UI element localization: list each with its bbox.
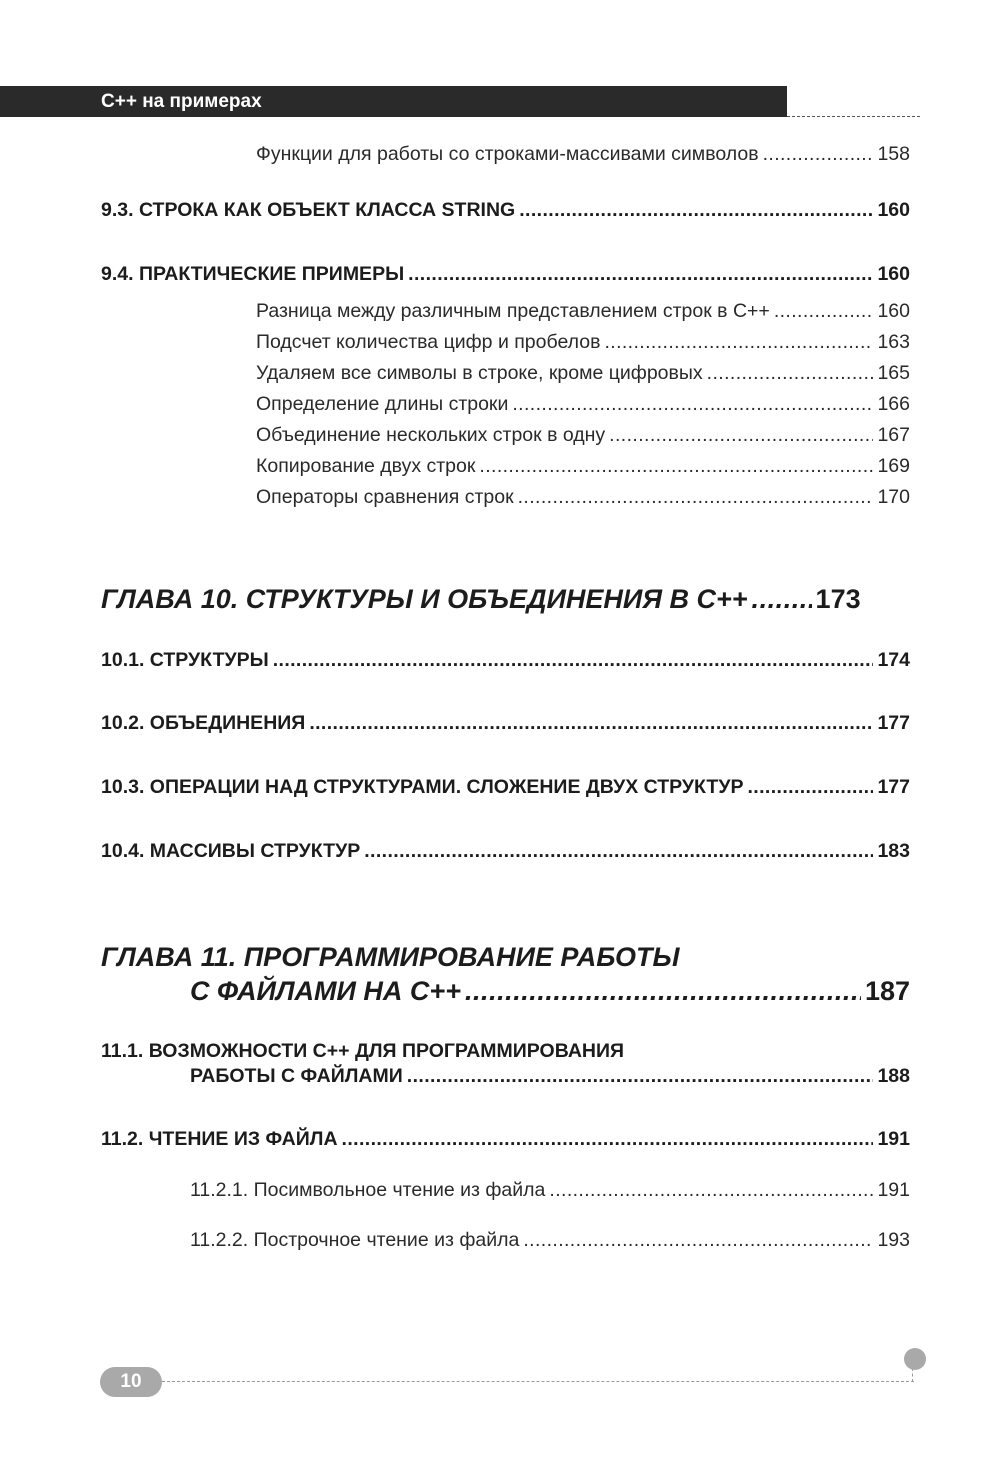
- toc-entry-title: 11.2.2. Построчное чтение из файла: [190, 1229, 520, 1251]
- footer-dashed-rule: [162, 1381, 914, 1382]
- page-number: 10: [120, 1371, 142, 1392]
- toc-section-page: 188: [877, 1065, 910, 1087]
- dot-leader: [519, 199, 873, 222]
- toc-entry-title: Удаляем все символы в строке, кроме цифровых: [256, 362, 703, 384]
- toc-section-title: 10.2. ОБЪЕДИНЕНИЯ: [101, 712, 306, 734]
- toc-section-9-3: [101, 199, 910, 222]
- running-header-title: С++ на примерах: [101, 91, 262, 112]
- dot-leader: [763, 143, 874, 166]
- toc-section-title: 10.4. МАССИВЫ СТРУКТУР: [101, 840, 361, 862]
- toc-entry-title: Определение длины строки: [256, 393, 509, 415]
- toc-chapter-page: 187: [864, 976, 910, 1006]
- toc-entry-page: 170: [877, 486, 910, 508]
- dot-leader: [518, 486, 874, 509]
- dot-leader: [707, 362, 874, 385]
- footer-circle-ornament: [904, 1348, 926, 1370]
- toc-section-page: 183: [877, 840, 910, 862]
- dot-leader: [465, 976, 861, 1007]
- toc-section-11-1: [190, 1065, 910, 1088]
- dot-leader: [479, 455, 873, 478]
- toc-section-11-2: [101, 1128, 910, 1151]
- toc-entry-title: Копирование двух строк: [256, 455, 476, 477]
- toc-entry-page: 167: [877, 424, 910, 446]
- toc-section-title: 11.2. ЧТЕНИЕ ИЗ ФАЙЛА: [101, 1128, 338, 1150]
- toc-entry-page: 169: [877, 455, 910, 477]
- dot-leader: [407, 1065, 874, 1088]
- toc-entry-page: 160: [877, 300, 910, 322]
- toc-entry-page: 193: [877, 1229, 910, 1251]
- toc-section-title: 9.4. ПРАКТИЧЕСКИЕ ПРИМЕРЫ: [101, 263, 405, 285]
- dot-leader: [273, 649, 874, 672]
- toc-section-10-1: [101, 649, 910, 672]
- toc-section-9-4: [101, 263, 910, 286]
- page-number-badge: [100, 1367, 162, 1397]
- toc-entry-11-2-1: [190, 1179, 910, 1202]
- toc-section-page: 174: [877, 649, 910, 671]
- dot-leader: [549, 1179, 873, 1202]
- toc-section-title: 10.3. ОПЕРАЦИИ НАД СТРУКТУРАМИ. СЛОЖЕНИЕ ДВУХ СТРУКТУР: [101, 776, 744, 798]
- toc-section-page: 177: [877, 776, 910, 798]
- toc-entry-string-representation: [256, 300, 910, 323]
- dot-leader: [604, 331, 873, 354]
- toc-entry-title: Функции для работы со строками-массивами символов: [256, 143, 759, 165]
- toc-entry-string-array-functions: [256, 143, 910, 166]
- toc-entry-remove-symbols: [256, 362, 910, 385]
- toc-section-title: 10.1. СТРУКТУРЫ: [101, 649, 269, 671]
- toc-entry-title: Разница между различным представлением строк в С++: [256, 300, 770, 322]
- toc-section-title: 9.3. СТРОКА КАК ОБЪЕКТ КЛАССА STRING: [101, 199, 516, 221]
- dot-leader: [342, 1128, 874, 1151]
- dot-leader: [364, 840, 873, 863]
- toc-entry-title: 11.2.1. Посимвольное чтение из файла: [190, 1179, 546, 1201]
- toc-entry-title: Операторы сравнения строк: [256, 486, 514, 508]
- toc-section-11-1-line1: 11.1. ВОЗМОЖНОСТИ С++ ДЛЯ ПРОГРАММИРОВАНИЯ: [101, 1040, 625, 1062]
- toc-entry-string-length: [256, 393, 910, 416]
- toc-section-page: 160: [877, 199, 910, 221]
- dot-leader: [408, 263, 873, 286]
- dot-leader: [523, 1229, 873, 1252]
- toc-entry-page: 165: [877, 362, 910, 384]
- header-dashed-rule: [787, 116, 920, 117]
- toc-section-page: 177: [877, 712, 910, 734]
- dot-leader: [774, 300, 874, 323]
- dot-leader: [609, 424, 873, 447]
- toc-entry-11-2-2: [190, 1229, 910, 1252]
- dot-leader: [752, 584, 812, 615]
- toc-section-page: 191: [877, 1128, 910, 1150]
- dot-leader: [747, 776, 873, 799]
- running-header-bar: [0, 86, 787, 117]
- toc-entry-page: 166: [877, 393, 910, 415]
- dot-leader: [309, 712, 873, 735]
- toc-chapter-title: ГЛАВА 10. СТРУКТУРЫ И ОБЪЕДИНЕНИЯ В С++: [101, 584, 748, 614]
- toc-section-title-line2: РАБОТЫ С ФАЙЛАМИ: [190, 1065, 403, 1087]
- toc-entry-join-strings: [256, 424, 910, 447]
- toc-entry-count-digits: [256, 331, 910, 354]
- toc-chapter-11-line1: ГЛАВА 11. ПРОГРАММИРОВАНИЕ РАБОТЫ: [101, 942, 680, 972]
- toc-entry-compare-operators: [256, 486, 910, 509]
- toc-entry-title: Подсчет количества цифр и пробелов: [256, 331, 601, 353]
- toc-entry-page: 163: [877, 331, 910, 353]
- toc-chapter-11: [190, 976, 910, 1007]
- toc-chapter-title-line2: С ФАЙЛАМИ НА С++: [190, 976, 461, 1006]
- toc-chapter-page: 173: [815, 584, 861, 614]
- toc-section-page: 160: [877, 263, 910, 285]
- toc-section-10-4: [101, 840, 910, 863]
- toc-section-10-3: [101, 776, 910, 799]
- toc-section-10-2: [101, 712, 910, 735]
- toc-entry-page: 158: [877, 143, 910, 165]
- toc-entry-copy-strings: [256, 455, 910, 478]
- dot-leader: [512, 393, 873, 416]
- toc-entry-page: 191: [877, 1179, 910, 1201]
- footer-dashed-tick: [912, 1368, 913, 1382]
- toc-entry-title: Объединение нескольких строк в одну: [256, 424, 606, 446]
- toc-chapter-10: [101, 584, 910, 615]
